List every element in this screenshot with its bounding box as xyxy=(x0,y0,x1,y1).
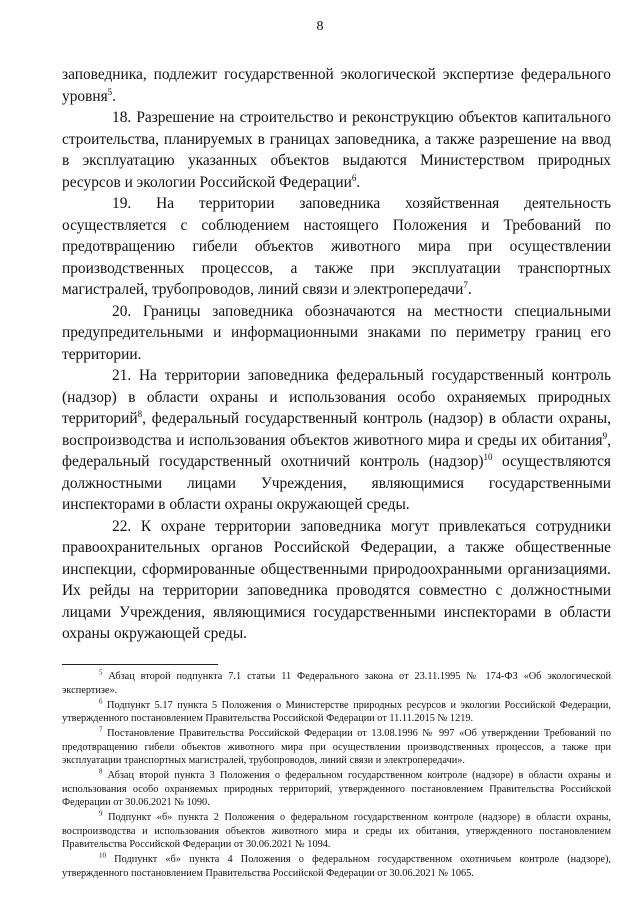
paragraph-text: 22. К охране территории заповедника могут привлекаться сотрудники правоохранительных органов Российской Федерации, а также общественные инспекции, сформированные общественными природоохранными организациями. Их рейды на территории заповедника проводятся совместно с должностными лицами Учреждения, являющимися государственными инспекторами в области охраны окружающей среды. xyxy=(62,517,611,642)
footnote-ref[interactable]: 7 xyxy=(463,279,468,290)
footnote-number: 7 xyxy=(99,725,103,734)
footnote-ref[interactable]: 10 xyxy=(483,451,493,462)
paragraph-text: , федеральный государственный контроль (надзор) в области охраны, воспроизводства и использования объектов животного мира и среды их обитания xyxy=(62,410,611,449)
footnote-ref[interactable]: 8 xyxy=(137,408,143,419)
paragraph-text: 19. На территории заповедника хозяйственная деятельность осуществляется с соблюдением настоящего Положения и Требований по предотвращению гибели объектов животного мира при осуществлении производственных процессов, а также при эксплуатации транспортных магистралей, трубопроводов, линий связи и электропередачи xyxy=(62,195,611,298)
footnote-ref[interactable]: 5 xyxy=(107,86,113,97)
page-number: 8 xyxy=(316,19,324,34)
footnote-6 xyxy=(62,699,611,726)
footnote-9 xyxy=(62,811,611,852)
paragraph-17-continuation: заповедника, подлежит государственной экологической экспертизе федерального уровня$^5$. xyxy=(62,66,611,105)
paragraph-text: , федеральный государственный охотничий контроль (надзор) xyxy=(62,431,611,470)
footnote-7 xyxy=(62,727,611,768)
footnote-text: Подпункт «б» пункта 4 Положения о федеральном государственном охотничьем контроле (надзоре), утвержденного постановлением Правительства Российской Федерации от 30.06.2021 № 1065. xyxy=(62,854,611,879)
footnote-text: Абзац второй подпункта 7.1 статьи 11 Федерального закона от 23.11.1995 № 174-ФЗ «Об экологической экспертизе». xyxy=(62,671,611,696)
paragraph-text: 18. Разрешение на строительство и реконструкцию объектов капитального строительства, планируемых в границах заповедника, а также разрешение на ввод в эксплуатацию указанных объектов выдаются Министерством природных ресурсов и экологии Российской Федерации xyxy=(62,109,611,191)
footnote-text: Подпункт «б» пункта 2 Положения о федеральном государственном контроле (надзоре) в области охраны, воспроизводства и использования объектов животного мира и среды их обитания, утвержденного постановлением Правительства Российской Федерации от 30.06.2021 № 1094. xyxy=(62,812,611,850)
footnote-8 xyxy=(62,769,611,810)
footnote-ref[interactable]: 9 xyxy=(602,430,608,441)
paragraph-22 xyxy=(62,516,611,645)
paragraph-18: 18. Разрешение на строительство и реконструкцию объектов капитального строительства, планируемых в границах заповедника, а также разрешение на ввод в эксплуатацию указанных объектов выдаются Министерством природных ресурсов и экологии Российской Федерации$^6$. xyxy=(62,109,611,191)
paragraph-text: 20. Границы заповедника обозначаются на местности специальными предупредительными и информационными знаками по периметру границ его территории. xyxy=(62,302,611,363)
footnote-number: 9 xyxy=(99,809,103,818)
footnote-5 xyxy=(62,670,611,697)
footnote-number: 6 xyxy=(99,697,103,706)
paragraph-20 xyxy=(62,301,611,366)
footnotes xyxy=(62,670,611,882)
footnote-text: Подпункт 5.17 пункта 5 Положения о Министерстве природных ресурсов и экологии Российской Федерации, утвержденного постановлением Правительства Российской Федерации от 11.11.2015 № 1219. xyxy=(62,699,611,724)
footnote-number: 8 xyxy=(99,767,103,776)
paragraph-text: осуществляются должностными лицами Учреждения, являющимися государственными инспекторами в области охраны окружающей среды. xyxy=(62,453,611,513)
paragraph-text: 21. На территории заповедника федеральный государственный контроль (надзор) в области охраны и использования особо охраняемых природных территорий xyxy=(62,367,611,427)
paragraph-21 xyxy=(62,365,611,516)
footnote-ref[interactable]: 6 xyxy=(351,172,357,183)
footnote-text: Постановление Правительства Российской Федерации от 13.08.1996 № 997 «Об утверждении Требований по предотвращению гибели объектов животного мира при осуществлении производственных процессов, а также при эксплуатации транспортных магистралей, трубопроводов, линий связи и электропередачи». xyxy=(62,728,611,766)
footnote-text: Абзац второй пункта 3 Положения о федеральном государственном контроле (надзоре) в области охраны и использования особо охраняемых природных территорий, утвержденного постановлением Правительства Российской Федерации от 30.06.2021 № 1090. xyxy=(62,770,611,808)
footnote-divider xyxy=(62,664,218,665)
body-text xyxy=(62,64,611,645)
paragraph-text: заповедника, подлежит государственной экологической экспертизе федерального уровня xyxy=(62,66,611,105)
footnote-number: 10 xyxy=(99,851,106,860)
footnote-number: 5 xyxy=(99,668,103,677)
paragraph-19: 19. На территории заповедника хозяйственная деятельность осуществляется с соблюдением настоящего Положения и Требований по предотвращению гибели объектов животного мира при осуществлении производственных процессов, а также при эксплуатации транспортных магистралей, трубопроводов, линий связи и электропередачи$^7$. xyxy=(62,195,611,298)
footnote-10 xyxy=(62,853,611,880)
